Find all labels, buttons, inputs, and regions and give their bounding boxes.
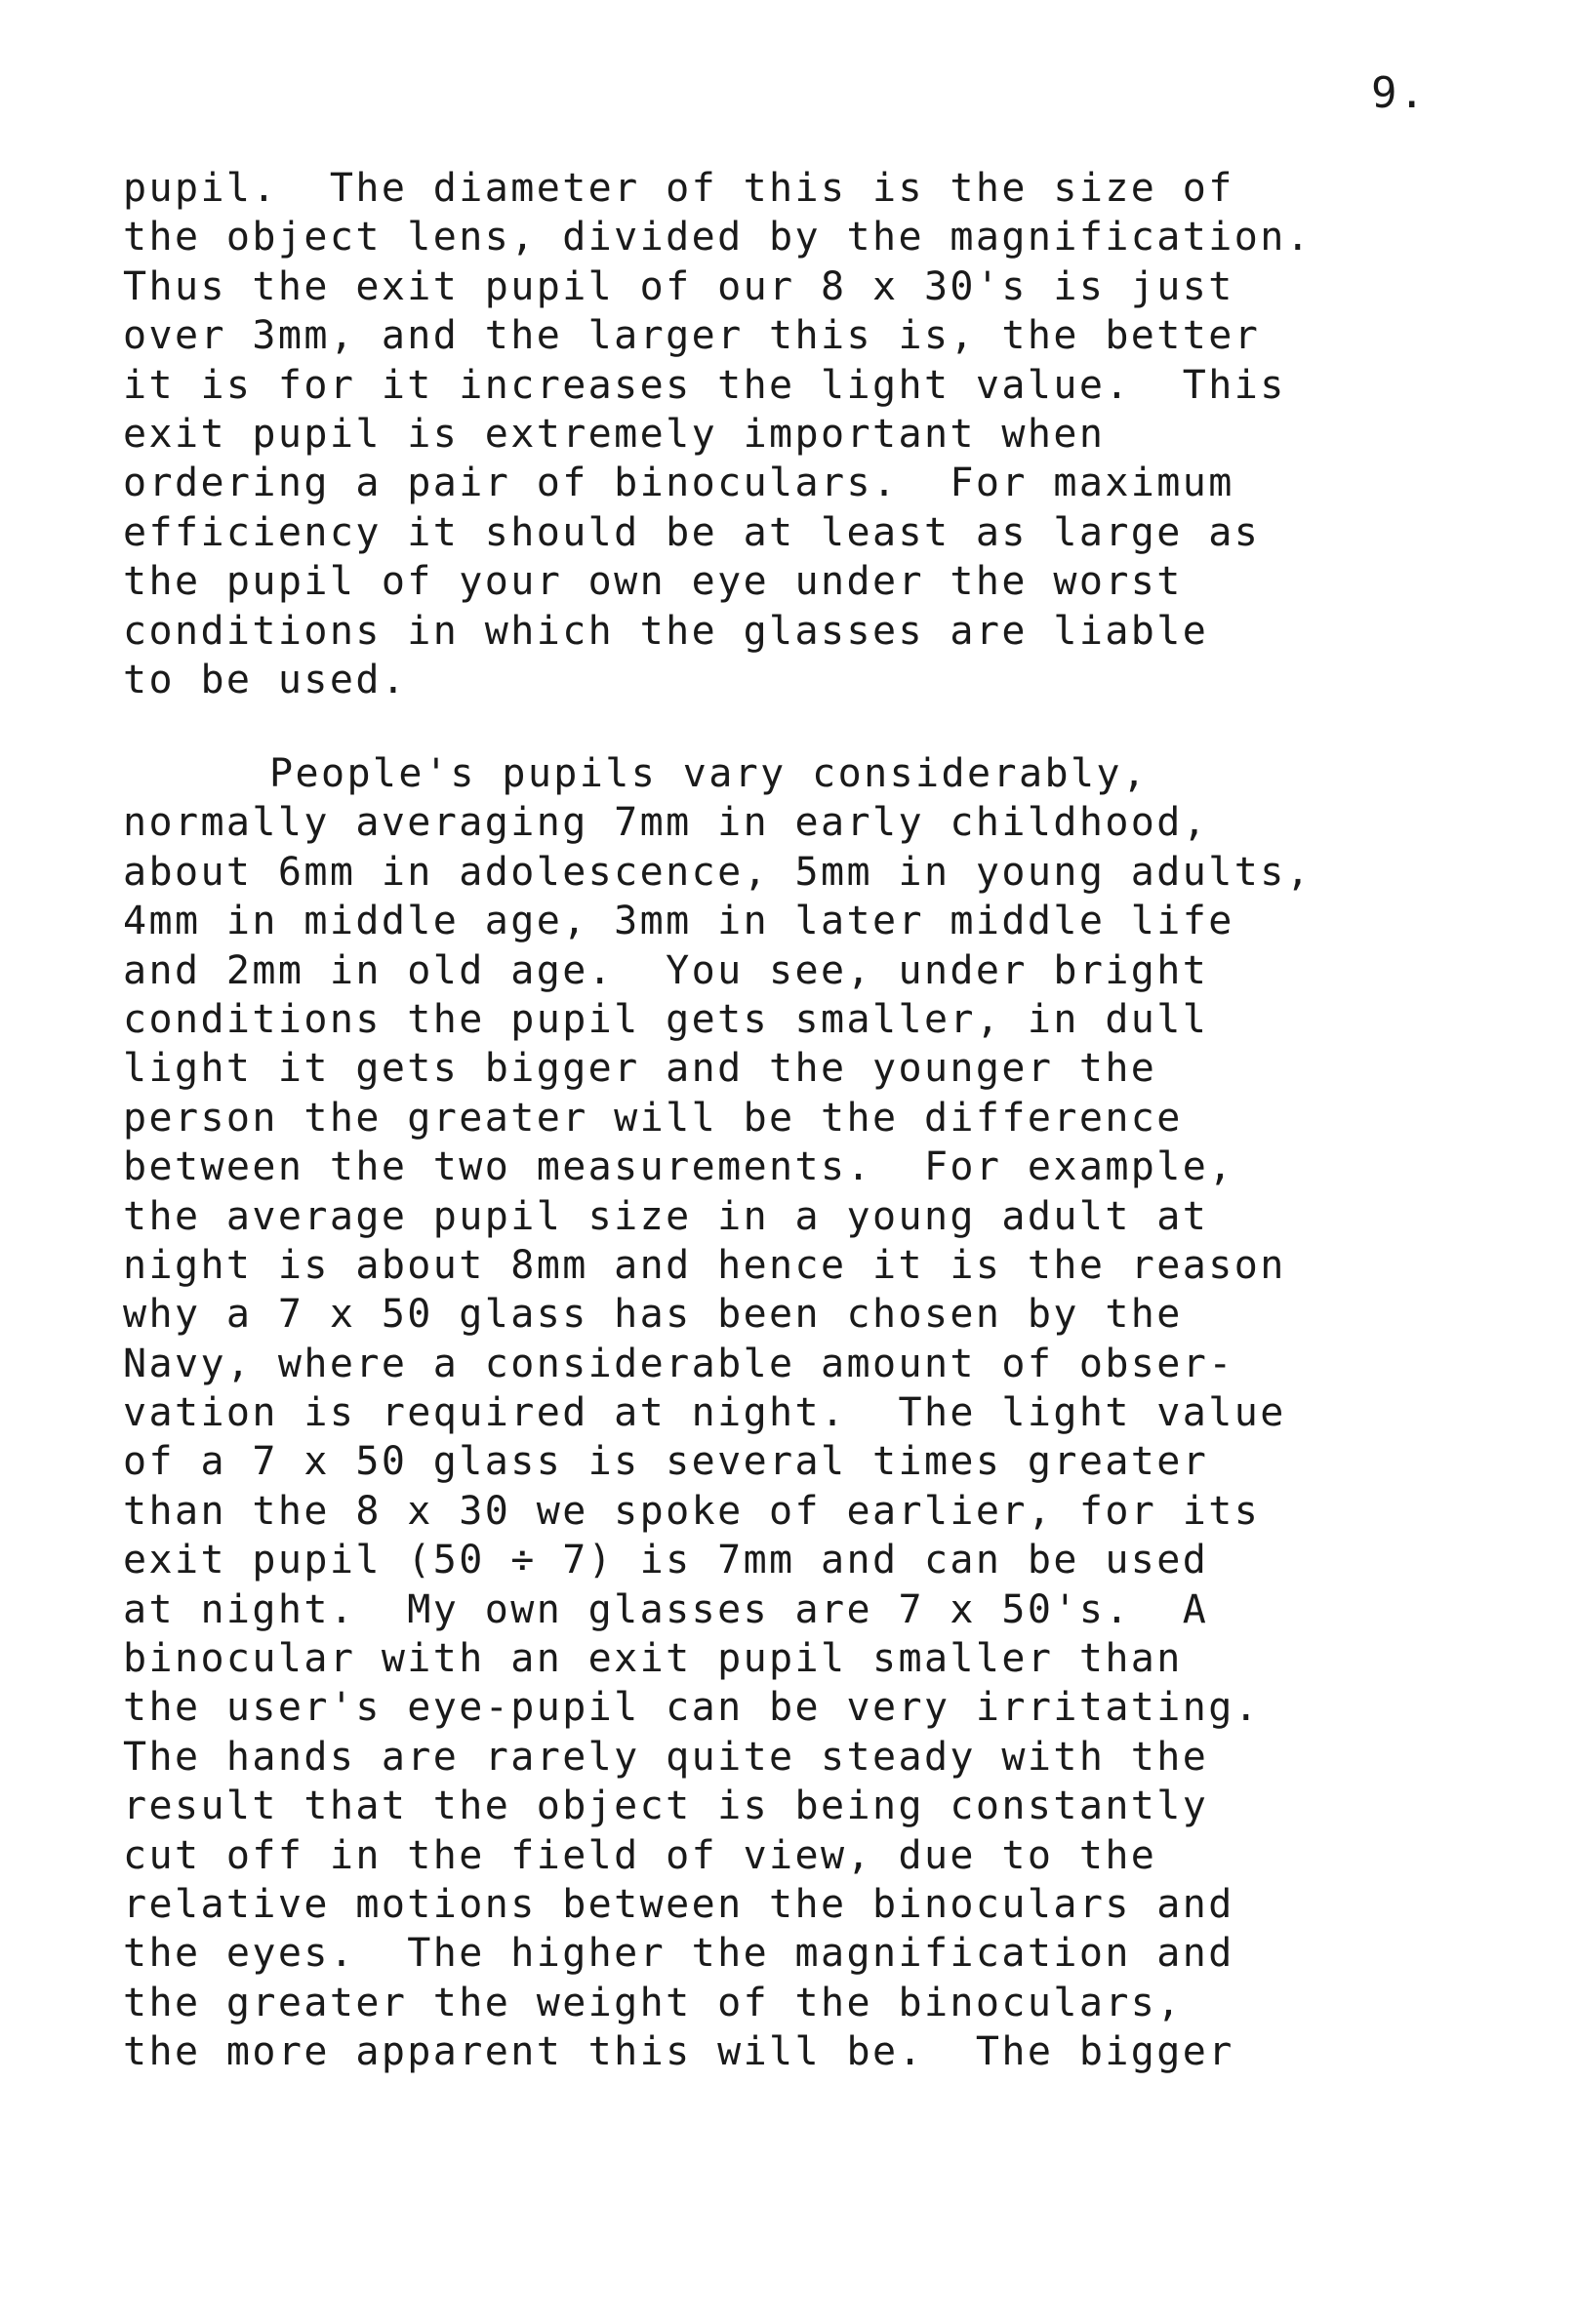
text-line: the average pupil size in a young adult at [123, 1193, 1209, 1239]
text-line: pupil. The diameter of this is the size of [123, 166, 1234, 211]
text-line: night is about 8mm and hence it is the reason [123, 1242, 1286, 1288]
text-line: the eyes. The higher the magnification and [123, 1931, 1234, 1977]
text-line: to be used. [123, 657, 408, 702]
text-line: cut off in the field of view, due to the [123, 1832, 1157, 1878]
text-line: light it gets bigger and the younger the [123, 1046, 1157, 1092]
text-line: relative motions between the binoculars and [123, 1881, 1234, 1927]
text-line: conditions in which the glasses are liable [123, 608, 1209, 654]
text-line: ordering a pair of binoculars. For maximum [123, 461, 1234, 506]
text-line: the pupil of your own eye under the worst [123, 559, 1183, 605]
text-line: vation is required at night. The light value [123, 1390, 1286, 1436]
text-line: efficiency it should be at least as large as [123, 509, 1261, 555]
text-line: The hands are rarely quite steady with the [123, 1734, 1209, 1780]
text-line: at night. My own glasses are 7 x 50's. A [123, 1586, 1209, 1632]
text-line: and 2mm in old age. You see, under bright [123, 947, 1209, 993]
text-line: normally averaging 7mm in early childhood, [123, 800, 1209, 846]
page-number: 9. [1371, 68, 1427, 118]
text-line: exit pupil (50 ÷ 7) is 7mm and can be used [123, 1538, 1209, 1583]
text-line: it is for it increases the light value. This [123, 362, 1286, 408]
text-line: result that the object is being constantly [123, 1783, 1209, 1829]
text-line: Thus the exit pupil of our 8 x 30's is just [123, 263, 1234, 309]
text-line: of a 7 x 50 glass is several times greater [123, 1439, 1209, 1485]
text-line: person the greater will be the difference [123, 1095, 1183, 1141]
text-line: between the two measurements. For example, [123, 1144, 1234, 1190]
text-line: conditions the pupil gets smaller, in dull [123, 996, 1209, 1042]
text-line: 4mm in middle age, 3mm in later middle life [123, 899, 1234, 944]
text-line: exit pupil is extremely important when [123, 411, 1106, 457]
text-line: about 6mm in adolescence, 5mm in young adults, [123, 849, 1313, 895]
text-line: the more apparent this will be. The bigger [123, 2029, 1234, 2075]
paragraph-2 [123, 749, 1509, 2077]
text-line: the user's eye-pupil can be very irritating. [123, 1685, 1261, 1731]
text-line: People's pupils vary considerably, [269, 751, 1149, 796]
paragraph-1 [123, 164, 1509, 704]
text-line: the object lens, divided by the magnification. [123, 215, 1313, 260]
text-line: Navy, where a considerable amount of obser- [123, 1341, 1234, 1386]
text-line: the greater the weight of the binoculars, [123, 1980, 1183, 2025]
text-line: why a 7 x 50 glass has been chosen by the [123, 1292, 1183, 1338]
text-line: binocular with an exit pupil smaller than [123, 1636, 1183, 1682]
text-line: over 3mm, and the larger this is, the better [123, 313, 1261, 359]
text-line: than the 8 x 30 we spoke of earlier, for its [123, 1488, 1261, 1534]
